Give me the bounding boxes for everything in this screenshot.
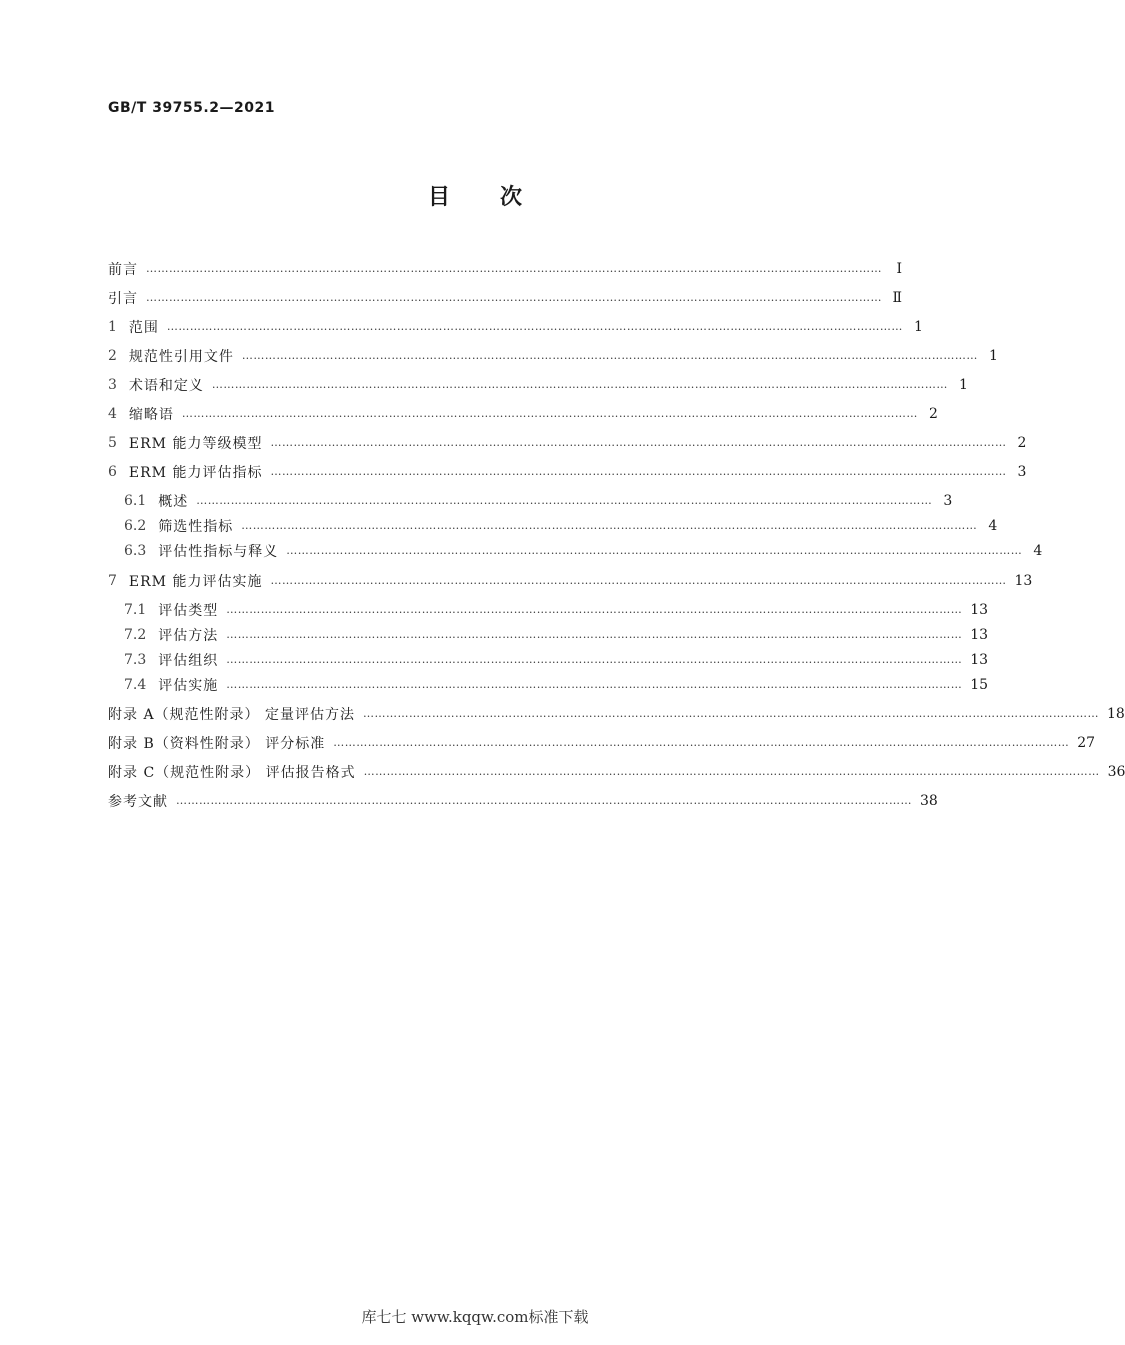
toc-entry-7-1[interactable] (124, 599, 989, 621)
toc-entry-label: 引言 (108, 291, 138, 307)
toc-entry-label: 筛选性指标 (158, 519, 234, 535)
toc-entry-7-4[interactable] (124, 674, 989, 696)
toc-entry-label: 概述 (158, 494, 189, 510)
toc-entry-number: 6.3 (124, 543, 147, 559)
toc-entry-number: 5 (108, 435, 117, 451)
toc-entry-page: 18 (1107, 706, 1125, 722)
toc-entry-number: 3 (108, 377, 117, 393)
dot-leader: ………………………………………………………………………………………………………………………………………………………………………… (270, 465, 1007, 478)
toc-entry-page: 2 (1017, 435, 1027, 451)
dot-leader: ………………………………………………………………………………………………………………………………………………………………………… (176, 794, 912, 807)
toc-entry-label: 评估方法 (158, 628, 219, 644)
dot-leader: ………………………………………………………………………………………………………………………………………………………………………… (226, 628, 963, 641)
toc-entry-7-3[interactable] (124, 649, 989, 671)
toc-entry-annex-b[interactable] (108, 732, 1096, 754)
toc-entry-page: 27 (1077, 735, 1096, 751)
dot-leader: ………………………………………………………………………………………………………………………………………………………………………… (270, 436, 1007, 449)
toc-entry-number: 6.1 (124, 493, 147, 509)
toc-entry-number: 7.2 (124, 627, 147, 643)
toc-entry-page: 13 (970, 627, 989, 643)
toc-entry-3[interactable] (108, 374, 968, 396)
dot-leader: ………………………………………………………………………………………………………………………………………………………………………… (166, 320, 903, 333)
toc-entry-page: 36 (1107, 764, 1125, 780)
toc-entry-page: 3 (1017, 464, 1027, 480)
toc-entry-page: 3 (943, 493, 953, 509)
toc-entry-page: 1 (989, 348, 998, 364)
toc-entry-page: 38 (920, 793, 938, 809)
dot-leader: ………………………………………………………………………………………………………………………………………………………………………… (363, 707, 1100, 720)
toc-entry-label: ERM 能力评估指标 (128, 465, 263, 481)
toc-entry-6-2[interactable] (124, 515, 998, 537)
toc-entry-page: 13 (1014, 573, 1033, 589)
toc-entry-5[interactable] (108, 432, 1027, 454)
dot-leader: ………………………………………………………………………………………………………………………………………………………………………… (196, 494, 933, 507)
toc-entry-4[interactable] (108, 403, 938, 425)
dot-leader: ………………………………………………………………………………………………………………………………………………………………………… (226, 603, 963, 616)
toc-entry-label: 规范性引用文件 (128, 349, 234, 365)
toc-entry-label: 评估实施 (158, 678, 219, 694)
footer-watermark: 库七七 www.kqqw.com标准下载 (361, 1308, 589, 1326)
toc-entry-2[interactable] (108, 345, 998, 367)
toc-entry-6-3[interactable] (124, 540, 1043, 562)
toc-entry-label: 范围 (128, 320, 159, 336)
toc-entry-7-2[interactable] (124, 624, 989, 646)
toc-entry-page: 13 (970, 602, 989, 618)
toc-entry-page: 4 (988, 518, 998, 534)
toc-entry-label: 评估性指标与释义 (158, 544, 279, 560)
dot-leader: ………………………………………………………………………………………………………………………………………………………………………… (146, 291, 882, 304)
toc-entry-number: 2 (108, 348, 117, 364)
toc-entry-page: 1 (959, 377, 968, 393)
dot-leader: ………………………………………………………………………………………………………………………………………………………………………… (181, 407, 918, 420)
toc-entry-number: 7 (108, 573, 117, 589)
dot-leader: ………………………………………………………………………………………………………………………………………………………………………… (333, 736, 1070, 749)
toc-entry-1[interactable] (108, 316, 923, 338)
toc-entry-number: 7.1 (124, 602, 147, 618)
toc-entry-label: 附录 B（资料性附录） 评分标准 (108, 736, 326, 752)
dot-leader: ………………………………………………………………………………………………………………………………………………………………………… (226, 653, 963, 666)
toc-entry-label: 附录 A（规范性附录） 定量评估方法 (108, 707, 356, 723)
toc-entry-page: Ⅰ (896, 261, 902, 277)
dot-leader: ………………………………………………………………………………………………………………………………………………………………………… (270, 574, 1007, 587)
toc-entry-page: 4 (1033, 543, 1043, 559)
toc-entry-6[interactable] (108, 461, 1027, 483)
toc-entry-label: 术语和定义 (128, 378, 204, 394)
toc-entry-page: 2 (929, 406, 938, 422)
toc-entry-number: 6.2 (124, 518, 147, 534)
toc-entry-7[interactable] (108, 570, 1033, 592)
dot-leader: ………………………………………………………………………………………………………………………………………………………………………… (226, 678, 963, 691)
toc-entry-number: 7.4 (124, 677, 147, 693)
toc-entry-annex-a[interactable] (108, 703, 1125, 725)
standard-code: GB/T 39755.2—2021 (108, 100, 275, 116)
toc-entry-page: 1 (914, 319, 923, 335)
dot-leader: ………………………………………………………………………………………………………………………………………………………………………… (286, 544, 1023, 557)
toc-entry-6-1[interactable] (124, 490, 953, 512)
toc-entry-annex-c[interactable] (108, 761, 1125, 783)
dot-leader: ………………………………………………………………………………………………………………………………………………………………………… (146, 262, 882, 275)
dot-leader: ………………………………………………………………………………………………………………………………………………………………………… (241, 519, 978, 532)
toc-entry-label: 前言 (108, 262, 138, 278)
toc-entry-number: 4 (108, 406, 117, 422)
toc-entry-page: 15 (970, 677, 989, 693)
toc-entry-page: Ⅱ (892, 290, 902, 306)
title-char-2: 次 (500, 185, 523, 210)
toc-entry-label: 参考文献 (108, 794, 168, 810)
toc-entry-label: ERM 能力等级模型 (128, 436, 263, 452)
toc-entry-label: 评估组织 (158, 653, 219, 669)
toc-entry-label: 附录 C（规范性附录） 评估报告格式 (108, 765, 356, 781)
dot-leader: ………………………………………………………………………………………………………………………………………………………………………… (241, 349, 978, 362)
toc-entry-number: 6 (108, 464, 117, 480)
toc-entry-introduction[interactable] (108, 287, 902, 309)
title-char-1: 目 (427, 185, 450, 210)
page-title (0, 180, 950, 211)
toc-entry-label: ERM 能力评估实施 (128, 574, 263, 590)
toc-entry-page: 13 (970, 652, 989, 668)
toc-entry-number: 7.3 (124, 652, 147, 668)
toc-entry-bibliography[interactable] (108, 790, 938, 812)
dot-leader: ………………………………………………………………………………………………………………………………………………………………………… (211, 378, 948, 391)
toc-entry-label: 缩略语 (128, 407, 174, 423)
toc-entry-label: 评估类型 (158, 603, 219, 619)
toc-entry-number: 1 (108, 319, 117, 335)
toc-entry-foreword[interactable] (108, 258, 902, 280)
dot-leader: ………………………………………………………………………………………………………………………………………………………………………… (363, 765, 1100, 778)
